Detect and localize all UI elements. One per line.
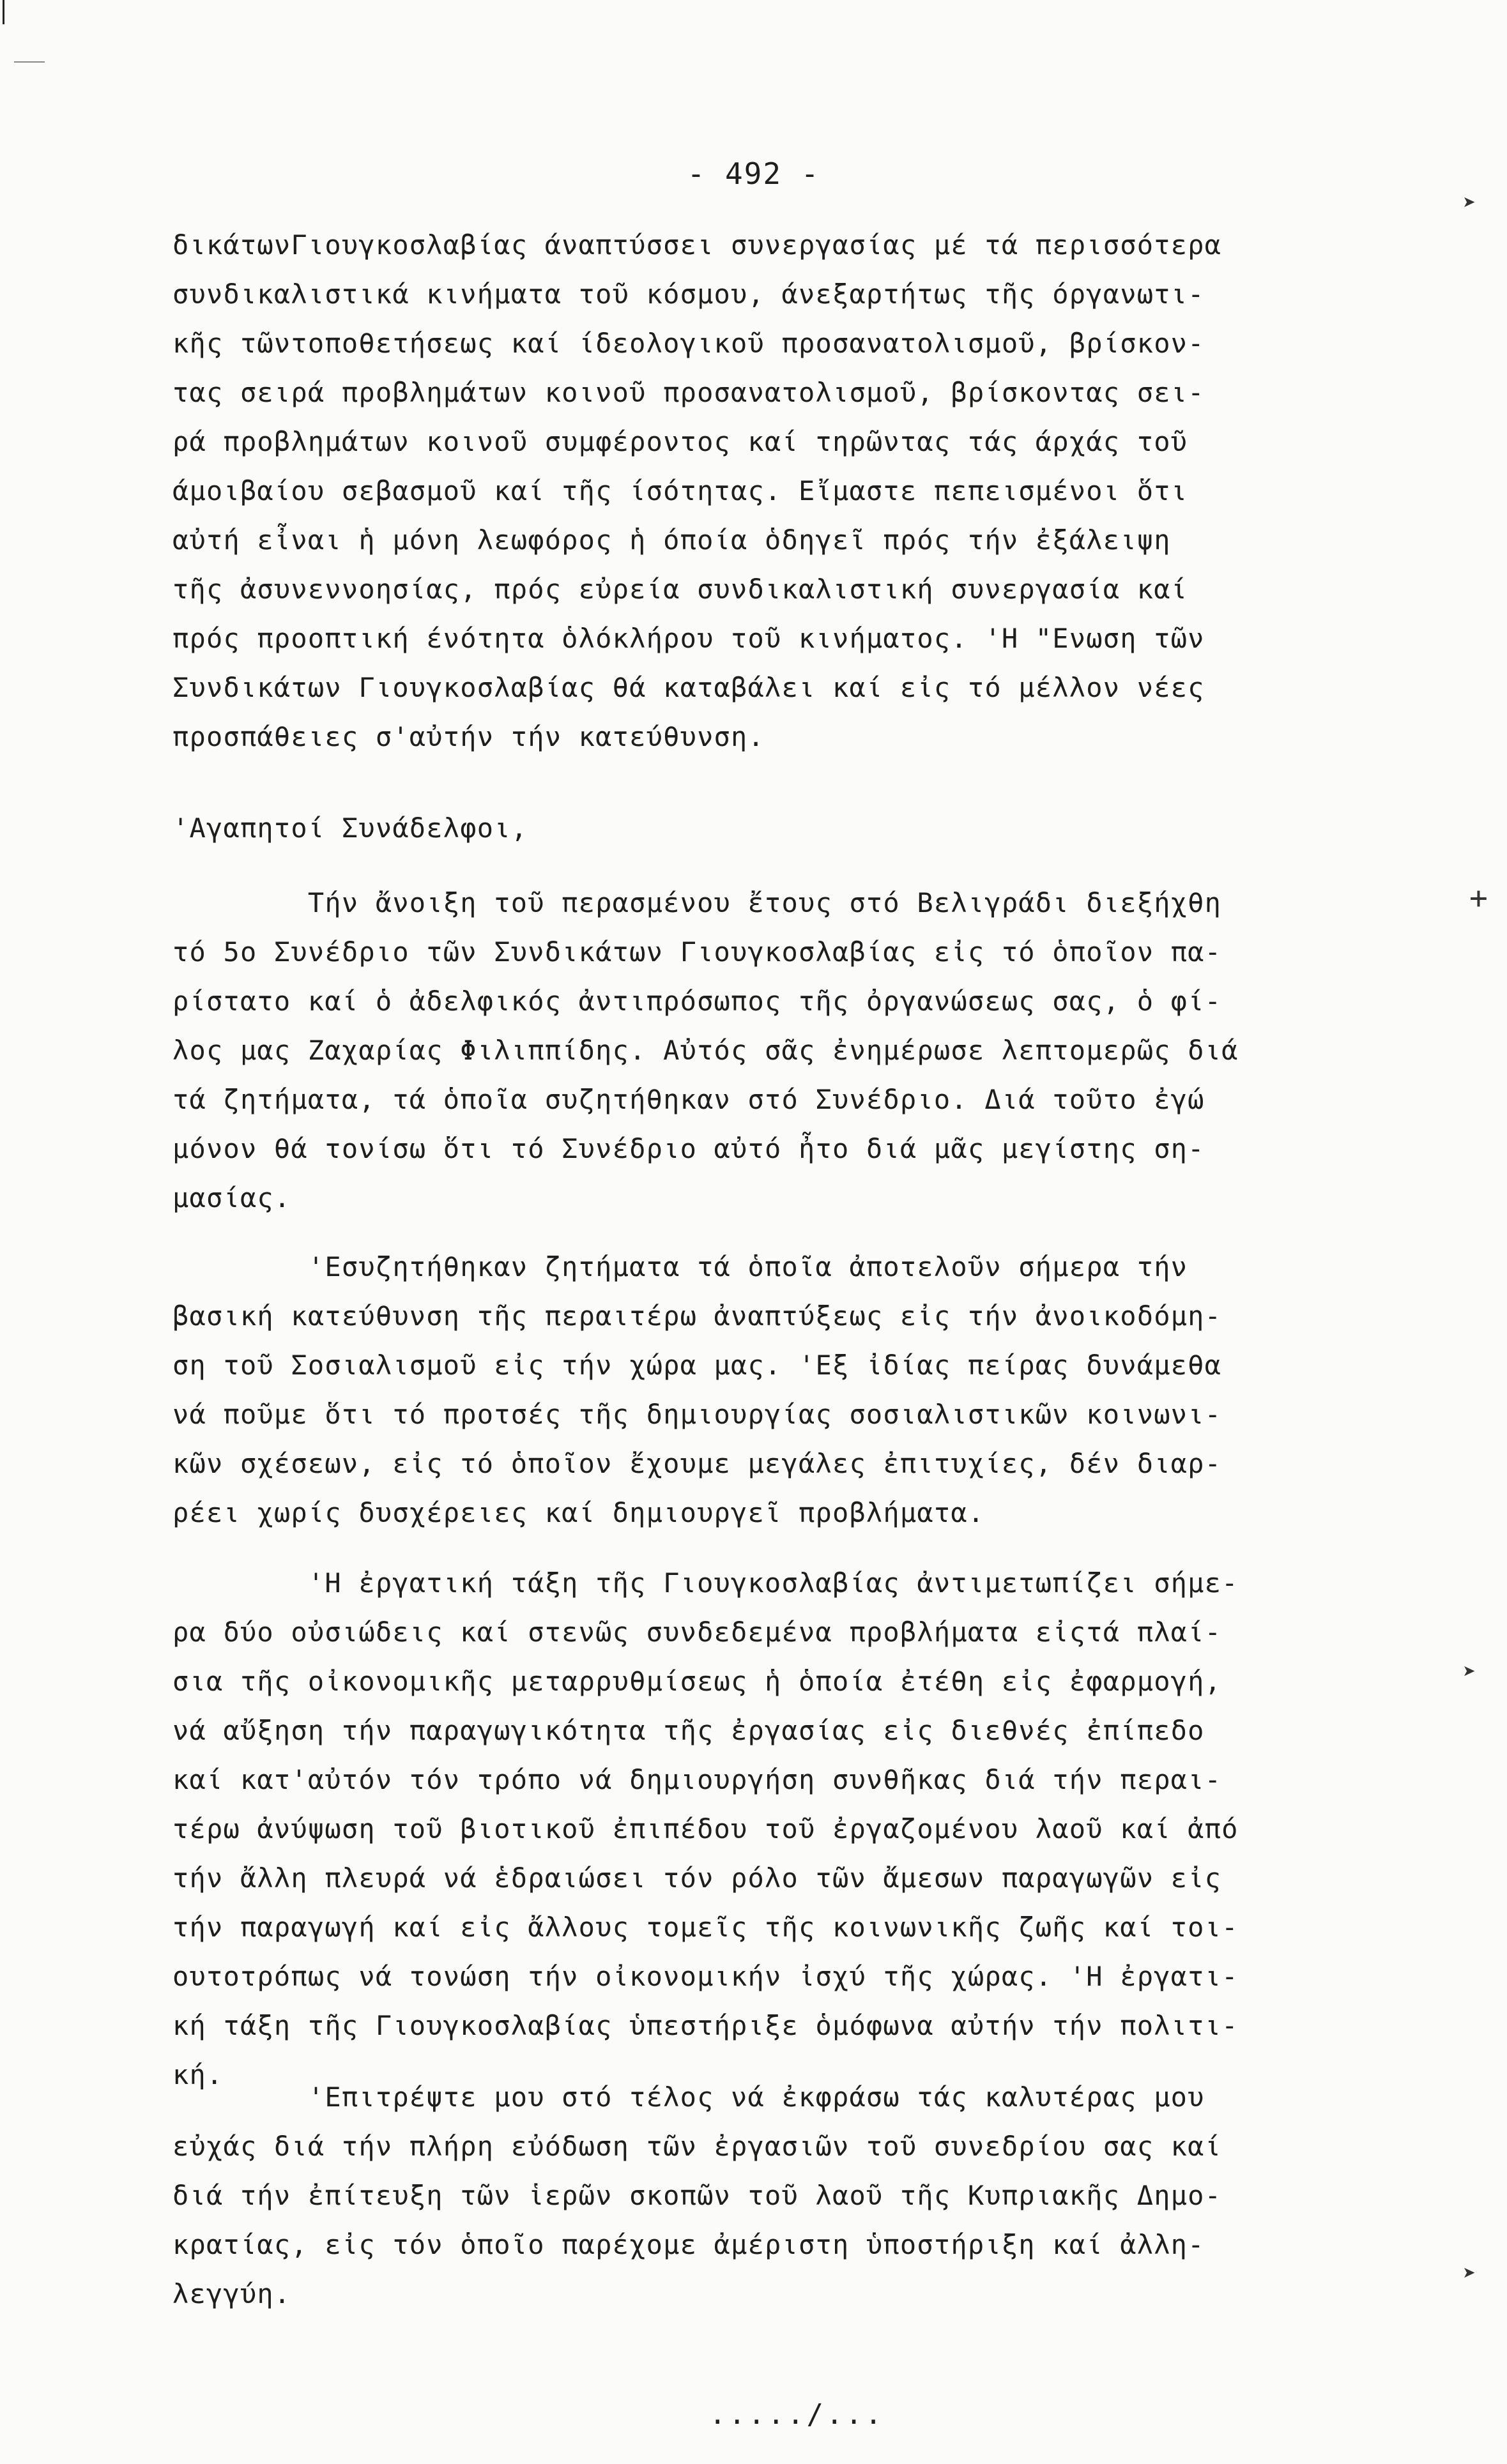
- scan-edge-mark: [14, 61, 45, 63]
- text-line: τέρω ἀνύψωση τοῦ βιοτικοῦ ἐπιπέδου τοῦ ἐργαζομένου λαοῦ καί ἀπό: [172, 1813, 1239, 1844]
- text-line: προσπάθειες σ'αὐτήν τήν κατεύθυνση.: [172, 721, 765, 752]
- text-line: ρίστατο καί ὁ ἀδελφικός ἀντιπρόσωπος τῆς ὀργανώσεως σας, ὁ φί-: [172, 985, 1222, 1017]
- scan-edge-mark: [3, 0, 4, 24]
- text-line: μασίας.: [172, 1182, 291, 1213]
- text-line: τας σειρά προβλημάτων κοινοῦ προσανατολισμοῦ, βρίσκοντας σει-: [172, 377, 1205, 408]
- text-line: ρέει χωρίς δυσχέρειες καί δημιουργεῖ προβλήματα.: [172, 1497, 985, 1528]
- text-line: ρά προβλημάτων κοινοῦ συμφέροντος καί τηρῶντας τάς άρχάς τοῦ: [172, 426, 1188, 457]
- text-line: εὐχάς διά τήν πλήρη εὐόδωση τῶν ἐργασιῶν τοῦ συνεδρίου σας καί: [172, 2131, 1222, 2162]
- text-line: τήν ἄλλη πλευρά νά ἑδραιώσει τόν ρόλο τῶν ἄμεσων παραγωγῶν εἰς: [172, 1862, 1222, 1894]
- text-line: κρατίας, εἰς τόν ὁποῖο παρέχομε ἀμέριστη ὑποστήριξη καί ἀλλη-: [172, 2229, 1205, 2260]
- text-line: τῆς ἀσυνεννοησίας, πρός εὐρεία συνδικαλιστική συνεργασία καί: [172, 574, 1188, 605]
- continuation-mark: ...../...: [709, 2398, 885, 2431]
- text-line: τήν παραγωγή καί εἰς ἄλλους τομεῖς τῆς κοινωνικῆς ζωῆς καί τοι-: [172, 1912, 1239, 1943]
- text-line: 'Επιτρέψτε μου στό τέλος νά ἐκφράσω τάς καλυτέρας μου: [172, 2081, 1205, 2113]
- text-line: άμοιβαίου σεβασμοῦ καί τῆς ίσότητας. Εἴμαστε πεπεισμένοι ὅτι: [172, 475, 1188, 506]
- text-line: διά τήν ἐπίτευξη τῶν ἱερῶν σκοπῶν τοῦ λαοῦ τῆς Κυπριακῆς Δημο-: [172, 2180, 1222, 2211]
- page-number: - 492 -: [687, 156, 820, 191]
- text-line: βασική κατεύθυνση τῆς περαιτέρω ἀναπτύξεως εἰς τήν ἀνοικοδόμη-: [172, 1300, 1222, 1332]
- text-line: λεγγύη.: [172, 2278, 291, 2309]
- text-line: κῶν σχέσεων, εἰς τό ὁποῖον ἔχουμε μεγάλες ἐπιτυχίες, δέν διαρ-: [172, 1448, 1222, 1479]
- text-line: μόνον θά τονίσω ὅτι τό Συνέδριο αὐτό ἦτο διά μᾶς μεγίστης ση-: [172, 1133, 1205, 1164]
- cross-icon: +: [1469, 880, 1488, 916]
- text-line: σια τῆς οἰκονομικῆς μεταρρυθμίσεως ἡ ὁποία ἐτέθη εἰς ἐφαρμογή,: [172, 1666, 1222, 1697]
- text-line: ρα δύο οὐσιώδεις καί στενῶς συνδεδεμένα προβλήματα εἰςτά πλαί-: [172, 1616, 1222, 1648]
- text-line: κή τάξη τῆς Γιουγκοσλαβίας ὑπεστήριξε ὁμόφωνα αὐτήν τήν πολιτι-: [172, 2010, 1239, 2041]
- text-line: δικάτωνΓιουγκοσλαβίας άναπτύσσει συνεργασίας μέ τά περισσότερα: [172, 229, 1222, 261]
- arrow-icon: ➤: [1463, 2261, 1476, 2286]
- text-line: 'Αγαπητοί Συνάδελφοι,: [172, 812, 528, 844]
- arrow-icon: ➤: [1463, 1659, 1476, 1685]
- text-line: νά ποῦμε ὅτι τό προτσές τῆς δημιουργίας σοσιαλιστικῶν κοινωνι-: [172, 1399, 1222, 1430]
- salutation: [172, 803, 1310, 853]
- text-line: Συνδικάτων Γιουγκοσλαβίας θά καταβάλει καί εἰς τό μέλλον νέες: [172, 672, 1205, 703]
- paragraph: [172, 878, 1310, 1222]
- text-line: 'Εσυζητήθηκαν ζητήματα τά ὁποῖα ἀποτελοῦν σήμερα τήν: [172, 1251, 1188, 1282]
- text-line: τά ζητήματα, τά ὁποῖα συζητήθηκαν στό Συνέδριο. Διά τοῦτο ἐγώ: [172, 1084, 1205, 1115]
- text-line: καί κατ'αὐτόν τόν τρόπο νά δημιουργήση συνθῆκας διά τήν περαι-: [172, 1764, 1222, 1795]
- text-line: πρός προοπτική ένότητα ὁλόκλήρου τοῦ κινήματος. 'Η "Ενωση τῶν: [172, 623, 1205, 654]
- text-line: λος μας Ζαχαρίας Φιλιππίδης. Αὐτός σᾶς ἐνημέρωσε λεπτομερῶς διά: [172, 1035, 1239, 1066]
- text-line: αὐτή εἶναι ἡ μόνη λεωφόρος ἡ όποία ὁδηγεῖ πρός τήν ἐξάλειψη: [172, 524, 1171, 556]
- paragraph: [172, 1242, 1310, 1537]
- arrow-icon: ➤: [1463, 190, 1476, 216]
- text-line: 'Η ἐργατική τάξη τῆς Γιουγκοσλαβίας ἀντιμετωπίζει σήμε-: [172, 1567, 1239, 1599]
- paragraph: [172, 1558, 1310, 2099]
- text-line: συνδικαλιστικά κινήματα τοῦ κόσμου, άνεξαρτήτως τῆς όργανωτι-: [172, 278, 1205, 310]
- text-line: κή.: [172, 2059, 224, 2090]
- text-line: Τήν ἄνοιξη τοῦ περασμένου ἔτους στό Βελιγράδι διεξήχθη: [172, 887, 1222, 918]
- text-line: ση τοῦ Σοσιαλισμοῦ εἰς τήν χώρα μας. 'Εξ ἰδίας πείρας δυνάμεθα: [172, 1350, 1222, 1381]
- text-line: τό 5ο Συνέδριο τῶν Συνδικάτων Γιουγκοσλαβίας εἰς τό ὁποῖον πα-: [172, 936, 1222, 968]
- text-line: κῆς τῶντοποθετήσεως καί ίδεολογικοῦ προσανατολισμοῦ, βρίσκον-: [172, 328, 1205, 359]
- text-line: νά αὔξηση τήν παραγωγικότητα τῆς ἐργασίας εἰς διεθνές ἐπίπεδο: [172, 1715, 1205, 1746]
- paragraph: [172, 220, 1310, 761]
- text-line: ουτοτρόπως νά τονώση τήν οἰκονομικήν ἰσχύ τῆς χώρας. 'Η ἐργατι-: [172, 1961, 1239, 1992]
- paragraph: [172, 2072, 1310, 2318]
